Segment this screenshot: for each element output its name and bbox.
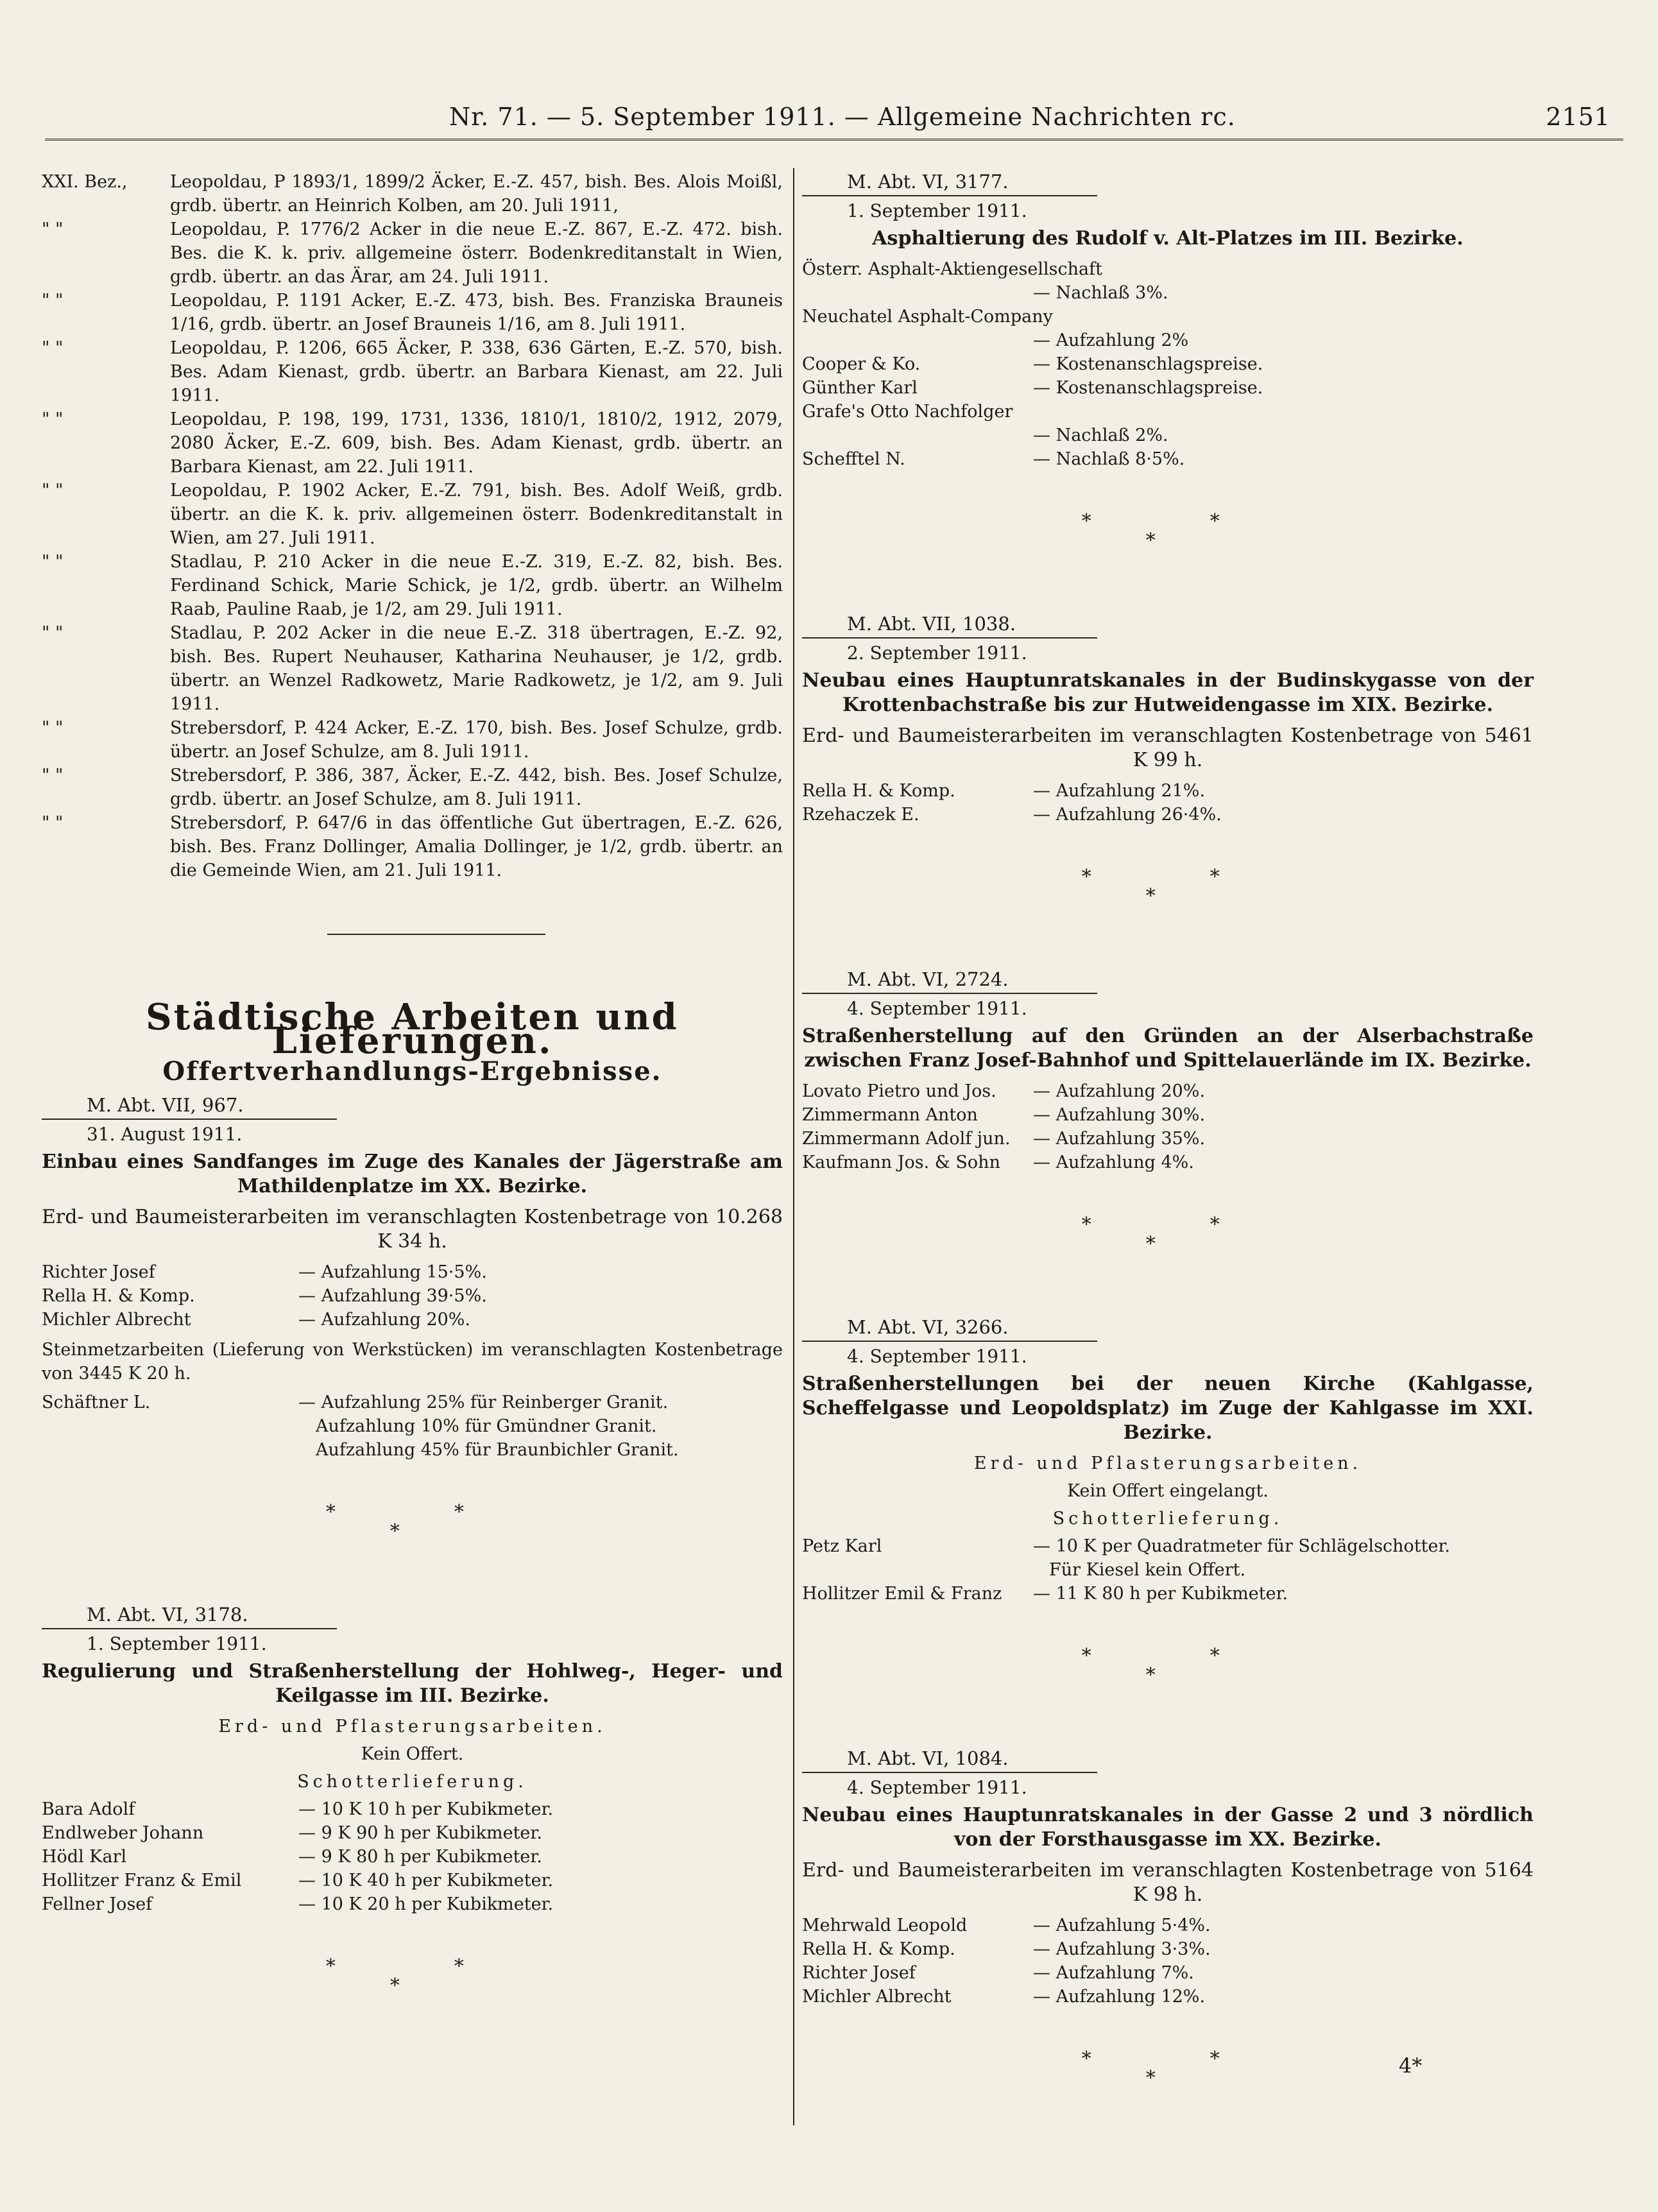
separator-stars xyxy=(802,1213,1534,1271)
signature-mark: 4* xyxy=(1399,2053,1423,2078)
registry-text: Leopoldau, P. 1776/2 Acker in die neue E.-Z. 867, E.-Z. 472. bish. Bes. die K. k. priv. allgemeine österr. Bodenkreditanstalt in Wien, grdb. übertr. an das Ärar, am 24. Juli 1911. xyxy=(170,219,783,287)
registry-text: Strebersdorf, P. 424 Acker, E.-Z. 170, bish. Bes. Josef Schulze, grdb. übertr. an Josef Schulze, am 8. Juli 1911. xyxy=(170,718,783,762)
firm-name: Zimmermann Anton xyxy=(802,1105,978,1125)
star: * xyxy=(1081,866,1091,888)
result-value: — Aufzahlung 26·4%. xyxy=(1033,805,1222,825)
section-date: 1. September 1911. xyxy=(87,1633,267,1654)
registry-prefix: " " xyxy=(42,718,64,738)
registry-entry xyxy=(42,336,783,407)
registry-text: Leopoldau, P 1893/1, 1899/2 Äcker, E.-Z. 457, bish. Bes. Alois Moißl, grdb. übertr. an Heinrich Kolben, am 20. Juli 1911, xyxy=(170,172,783,216)
result-row xyxy=(802,1079,1534,1103)
registry-entry xyxy=(42,170,783,218)
registry-entry xyxy=(42,621,783,716)
firm-name: Grafe's Otto Nachfolger xyxy=(802,402,1013,422)
page-number: 2151 xyxy=(1546,103,1611,131)
column-divider xyxy=(793,168,794,2125)
registry-prefix: XXI. Bez., xyxy=(42,172,128,192)
section-rule xyxy=(327,934,545,935)
firm-name: Kaufmann Jos. & Sohn xyxy=(802,1153,1000,1172)
results-list xyxy=(802,257,1534,471)
star: * xyxy=(1209,2048,1220,2070)
registry-text: Leopoldau, P. 1191 Acker, E.-Z. 473, bish. Bes. Franziska Brauneis 1/16, grdb. übertr. an Josef Brauneis 1/16, am 8. Juli 1911. xyxy=(170,291,783,334)
registry-entry xyxy=(42,716,783,764)
result-row xyxy=(42,1821,783,1845)
section-title: Straßenherstellung auf den Gründen an der Alserbachstraße zwischen Franz Josef-Bahnhof und Spittelauerlände im IX. Bezirke. xyxy=(802,1025,1534,1072)
result-row xyxy=(802,1582,1534,1606)
sub-title: Offertverhandlungs-Ergebnisse. xyxy=(162,1056,662,1086)
firm-name: Hollitzer Franz & Emil xyxy=(42,1871,242,1890)
star: * xyxy=(454,1955,464,1978)
note: Kein Offert eingelangt. xyxy=(1067,1481,1269,1501)
result-row xyxy=(802,352,1534,376)
left-column xyxy=(42,170,783,2057)
result-row xyxy=(802,376,1534,400)
section-title: Einbau eines Sandfanges im Zuge des Kanales der Jägerstraße am Mathildenplatze im XX. Bezirke. xyxy=(42,1151,783,1197)
firm-name: Hollitzer Emil & Franz xyxy=(802,1584,1002,1604)
result-row xyxy=(802,447,1534,471)
registry-text: Stadlau, P. 202 Acker in die neue E.-Z. 318 übertragen, E.-Z. 92, bish. Bes. Rupert Neuhauser, Katharina Neuhauser, je 1/2, grdb. übertr. an Wenzel Radkowetz, Marie Radkowetz, je 1/2, am 9. Juli 1911. xyxy=(170,623,783,714)
star: * xyxy=(1145,1233,1156,1255)
section-title: Neubau eines Hauptunratskanales in der Gasse 2 und 3 nördlich von der Forsthausgasse im XX. Bezirke. xyxy=(802,1804,1534,1851)
separator-stars xyxy=(42,1500,783,1558)
section-ref: M. Abt. VI, 3266. xyxy=(802,1316,1097,1342)
page-header xyxy=(38,96,1623,141)
registry-list xyxy=(42,170,783,882)
section-ma7-1038 xyxy=(802,612,1534,827)
section-title: Regulierung und Straßenherstellung der Hohlweg-, Heger- und Keilgasse im III. Bezirke. xyxy=(42,1660,783,1707)
result-value: — Aufzahlung 20%. xyxy=(1033,1081,1206,1101)
firm-name: Schäftner L. xyxy=(42,1393,151,1412)
section-ref: M. Abt. VII, 967. xyxy=(42,1093,337,1120)
registry-prefix: " " xyxy=(42,338,64,358)
registry-text: Strebersdorf, P. 386, 387, Äcker, E.-Z. 442, bish. Bes. Josef Schulze, grdb. übertr. an Josef Schulze, am 8. Juli 1911. xyxy=(170,766,783,809)
result-value: — Aufzahlung 4%. xyxy=(1033,1153,1194,1172)
star: * xyxy=(1209,1213,1220,1236)
result-value: — Aufzahlung 15·5%. xyxy=(298,1262,487,1282)
firm-name: Petz Karl xyxy=(802,1536,882,1556)
firm-name: Richter Josef xyxy=(802,1963,916,1983)
firm-name: Rella H. & Komp. xyxy=(42,1286,195,1306)
result-value: — Nachlaß 3%. xyxy=(1033,283,1168,303)
note: Kein Offert. xyxy=(361,1744,464,1764)
result-value: — Kostenanschlagspreise. xyxy=(1033,378,1263,398)
result-value: — Aufzahlung 30%. xyxy=(1033,1105,1206,1125)
running-title: Nr. 71. — 5. September 1911. — Allgemeine Nachrichten rc. xyxy=(449,103,1236,131)
registry-prefix: " " xyxy=(42,481,64,501)
star: * xyxy=(1145,1664,1156,1686)
result-row xyxy=(42,1845,783,1869)
section-ref: M. Abt. VI, 3178. xyxy=(42,1603,337,1629)
result-value: — Aufzahlung 35%. xyxy=(1033,1129,1206,1149)
section-ref: M. Abt. VI, 3177. xyxy=(802,170,1097,196)
result-row xyxy=(802,1937,1534,1961)
star: * xyxy=(1145,529,1156,552)
star: * xyxy=(1145,2067,1156,2089)
section-ref: M. Abt. VI, 1084. xyxy=(802,1747,1097,1773)
registry-entry xyxy=(42,407,783,479)
star: * xyxy=(454,1501,464,1523)
right-column xyxy=(802,170,1534,2150)
result-value: — Aufzahlung 39·5%. xyxy=(298,1286,487,1306)
registry-text: Leopoldau, P. 198, 199, 1731, 1336, 1810/1, 1810/2, 1912, 2079, 2080 Äcker, E.-Z. 609, bish. Bes. Adam Kienast, grdb. übertr. an Barbara Kienast, am 22. Juli 1911. xyxy=(170,409,783,477)
firm-name: Lovato Pietro und Jos. xyxy=(802,1081,996,1101)
work-description: Erd- und Baumeisterarbeiten im veranschlagten Kostenbetrage von 5461 K 99 h. xyxy=(802,724,1534,771)
result-value: — Aufzahlung 7%. xyxy=(1033,1963,1194,1983)
star: * xyxy=(1209,1645,1220,1667)
result-continuation: Aufzahlung 45% für Braunbichler Granit. xyxy=(316,1440,679,1460)
star: * xyxy=(389,1520,400,1543)
firm-name: Endlweber Johann xyxy=(42,1823,204,1843)
main-title: Städtische Arbeiten und Lieferungen. xyxy=(146,996,679,1062)
firm-name: Michler Albrecht xyxy=(802,1987,952,2007)
firm-name: Rzehaczek E. xyxy=(802,805,919,825)
result-row xyxy=(42,1308,783,1332)
firm-name: Fellner Josef xyxy=(42,1894,153,1914)
star: * xyxy=(1081,1645,1091,1667)
result-row xyxy=(802,1914,1534,1937)
work-description-2: Steinmetzarbeiten (Lieferung von Werkstücken) im veranschlagten Kostenbetrage von 3445 K 20 h. xyxy=(42,1340,783,1384)
work-type: Erd- und Pflasterungsarbeiten. xyxy=(973,1453,1362,1473)
result-continuation: Für Kiesel kein Offert. xyxy=(1049,1560,1246,1580)
results-list xyxy=(42,1797,783,1916)
result-row xyxy=(42,1391,783,1414)
result-value: — 9 K 90 h per Kubikmeter. xyxy=(298,1823,542,1843)
section-date: 1. September 1911. xyxy=(847,200,1027,221)
section-title: Asphaltierung des Rudolf v. Alt-Platzes im III. Bezirke. xyxy=(872,227,1464,250)
registry-prefix: " " xyxy=(42,291,64,311)
registry-entry xyxy=(42,289,783,336)
result-value: — Nachlaß 2%. xyxy=(1033,425,1168,445)
registry-text: Leopoldau, P. 1206, 665 Äcker, P. 338, 636 Gärten, E.-Z. 570, bish. Bes. Adam Kienast, grdb. übertr. an Barbara Kienast, am 22. Juli 1911. xyxy=(170,338,783,406)
registry-prefix: " " xyxy=(42,409,64,429)
star: * xyxy=(325,1955,336,1978)
result-row xyxy=(802,803,1534,827)
result-value: — Kostenanschlagspreise. xyxy=(1033,354,1263,374)
section-date: 4. September 1911. xyxy=(847,1777,1027,1798)
registry-text: Stadlau, P. 210 Acker in die neue E.-Z. 319, E.-Z. 82, bish. Bes. Ferdinand Schick, Marie Schick, je 1/2, grdb. übertr. an Wilhelm Raab, Pauline Raab, je 1/2, am 29. Juli 1911. xyxy=(170,552,783,619)
registry-text: Leopoldau, P. 1902 Acker, E.-Z. 791, bish. Bes. Adolf Weiß, grdb. übertr. an die K. k. priv. allgemeinen österr. Bodenkreditanstalt in Wien, am 27. Juli 1911. xyxy=(170,481,783,548)
result-value: — Aufzahlung 25% für Reinberger Granit. xyxy=(298,1393,669,1412)
section-ma6-3177 xyxy=(802,170,1534,471)
registry-prefix: " " xyxy=(42,552,64,572)
section-date: 31. August 1911. xyxy=(87,1124,243,1145)
firm-name: Günther Karl xyxy=(802,378,918,398)
results-list xyxy=(802,1079,1534,1174)
registry-prefix: " " xyxy=(42,219,64,239)
registry-entry xyxy=(42,764,783,811)
header-rule xyxy=(45,139,1623,141)
work-description: Erd- und Baumeisterarbeiten im veranschlagten Kostenbetrage von 5164 K 98 h. xyxy=(802,1859,1534,1906)
result-value: — Aufzahlung 2% xyxy=(1033,330,1189,350)
section-ma6-3266 xyxy=(802,1316,1534,1606)
star: * xyxy=(1145,885,1156,907)
firm-name: Rella H. & Komp. xyxy=(802,1939,955,1959)
separator-stars xyxy=(802,510,1534,567)
firm-name: Mehrwald Leopold xyxy=(802,1916,968,1935)
firm-name: Zimmermann Adolf jun. xyxy=(802,1129,1011,1149)
section-title: Straßenherstellungen bei der neuen Kirche (Kahlgasse, Scheffelgasse und Leopoldsplatz) im Zuge der Kahlgasse im XXI. Bezirke. xyxy=(802,1373,1534,1444)
star: * xyxy=(1081,510,1091,533)
work-type: Erd- und Pflasterungsarbeiten. xyxy=(218,1717,606,1736)
result-continuation: Aufzahlung 10% für Gmündner Granit. xyxy=(316,1416,657,1436)
result-value: — 9 K 80 h per Kubikmeter. xyxy=(298,1847,542,1867)
star: * xyxy=(389,1975,400,1997)
section-ma6-1084 xyxy=(802,1747,1534,2009)
result-value: — 10 K 20 h per Kubikmeter. xyxy=(298,1894,554,1914)
result-value: — Aufzahlung 3·3%. xyxy=(1033,1939,1211,1959)
star: * xyxy=(1209,510,1220,533)
firm-name: Neuchatel Asphalt-Company xyxy=(802,307,1053,327)
section-title: Neubau eines Hauptunratskanales in der Budinskygasse von der Krottenbachstraße bis zur Hutweidengasse im XIX. Bezirke. xyxy=(802,669,1534,716)
result-row xyxy=(802,1961,1534,1985)
firm-name: Bara Adolf xyxy=(42,1799,135,1819)
star: * xyxy=(1209,866,1220,888)
firm-name: Hödl Karl xyxy=(42,1847,127,1867)
result-value: — Aufzahlung 5·4%. xyxy=(1033,1916,1211,1935)
section-date: 4. September 1911. xyxy=(847,998,1027,1019)
star: * xyxy=(1081,1213,1091,1236)
separator-stars xyxy=(42,1955,783,2012)
result-value: — 10 K 10 h per Kubikmeter. xyxy=(298,1799,554,1819)
firm-name: Cooper & Ko. xyxy=(802,354,921,374)
section-date: 2. September 1911. xyxy=(847,642,1027,664)
result-value: — Aufzahlung 12%. xyxy=(1033,1987,1206,2007)
work-description: Erd- und Baumeisterarbeiten im veranschlagten Kostenbetrage von 10.268 K 34 h. xyxy=(42,1206,783,1253)
section-ma7-967 xyxy=(42,1093,783,1462)
registry-entry xyxy=(42,811,783,882)
result-row xyxy=(42,1869,783,1892)
firm-name: Österr. Asphalt-Aktiengesellschaft xyxy=(802,259,1102,279)
result-row xyxy=(42,1260,783,1284)
supply-type: Schotterlieferung. xyxy=(1052,1509,1283,1529)
firm-name: Schefftel N. xyxy=(802,449,905,469)
registry-entry xyxy=(42,479,783,550)
result-value: — Aufzahlung 21%. xyxy=(1033,781,1206,801)
result-row xyxy=(802,1103,1534,1127)
firm-name: Michler Albrecht xyxy=(42,1310,191,1330)
result-value: — 10 K per Quadratmeter für Schlägelschotter. xyxy=(1033,1536,1451,1556)
supply-type: Schotterlieferung. xyxy=(297,1772,527,1792)
section-ma6-2724 xyxy=(802,968,1534,1174)
registry-text: Strebersdorf, P. 647/6 in das öffentliche Gut übertragen, E.-Z. 626, bish. Bes. Franz Dollinger, Amalia Dollinger, je 1/2, grdb. übertr. an die Gemeinde Wien, am 21. Juli 1911. xyxy=(170,813,783,880)
result-row xyxy=(802,1127,1534,1151)
result-value: — Aufzahlung 20%. xyxy=(298,1310,471,1330)
firm-name: Rella H. & Komp. xyxy=(802,781,955,801)
separator-stars xyxy=(802,2047,1534,2105)
results-list xyxy=(802,1914,1534,2009)
star: * xyxy=(325,1501,336,1523)
registry-entry xyxy=(42,218,783,289)
separator-stars xyxy=(802,1644,1534,1702)
registry-prefix: " " xyxy=(42,813,64,833)
result-row xyxy=(802,1985,1534,2009)
result-value: — 11 K 80 h per Kubikmeter. xyxy=(1033,1584,1288,1604)
registry-prefix: " " xyxy=(42,623,64,643)
results-list xyxy=(42,1260,783,1332)
section-date: 4. September 1911. xyxy=(847,1346,1027,1367)
result-row xyxy=(42,1797,783,1821)
registry-entry xyxy=(42,550,783,621)
star: * xyxy=(1081,2048,1091,2070)
result-row xyxy=(802,1151,1534,1174)
result-row xyxy=(42,1892,783,1916)
result-row xyxy=(802,779,1534,803)
results-list xyxy=(802,779,1534,827)
firm-name: Richter Josef xyxy=(42,1262,155,1282)
section-ref: M. Abt. VI, 2724. xyxy=(802,968,1097,994)
section-ref: M. Abt. VII, 1038. xyxy=(802,612,1097,639)
result-value: — 10 K 40 h per Kubikmeter. xyxy=(298,1871,554,1890)
result-row xyxy=(42,1284,783,1308)
section-ma6-3178 xyxy=(42,1603,783,1916)
separator-stars xyxy=(802,865,1534,923)
result-row xyxy=(802,1534,1534,1558)
result-value: — Nachlaß 8·5%. xyxy=(1033,449,1185,469)
registry-prefix: " " xyxy=(42,766,64,785)
